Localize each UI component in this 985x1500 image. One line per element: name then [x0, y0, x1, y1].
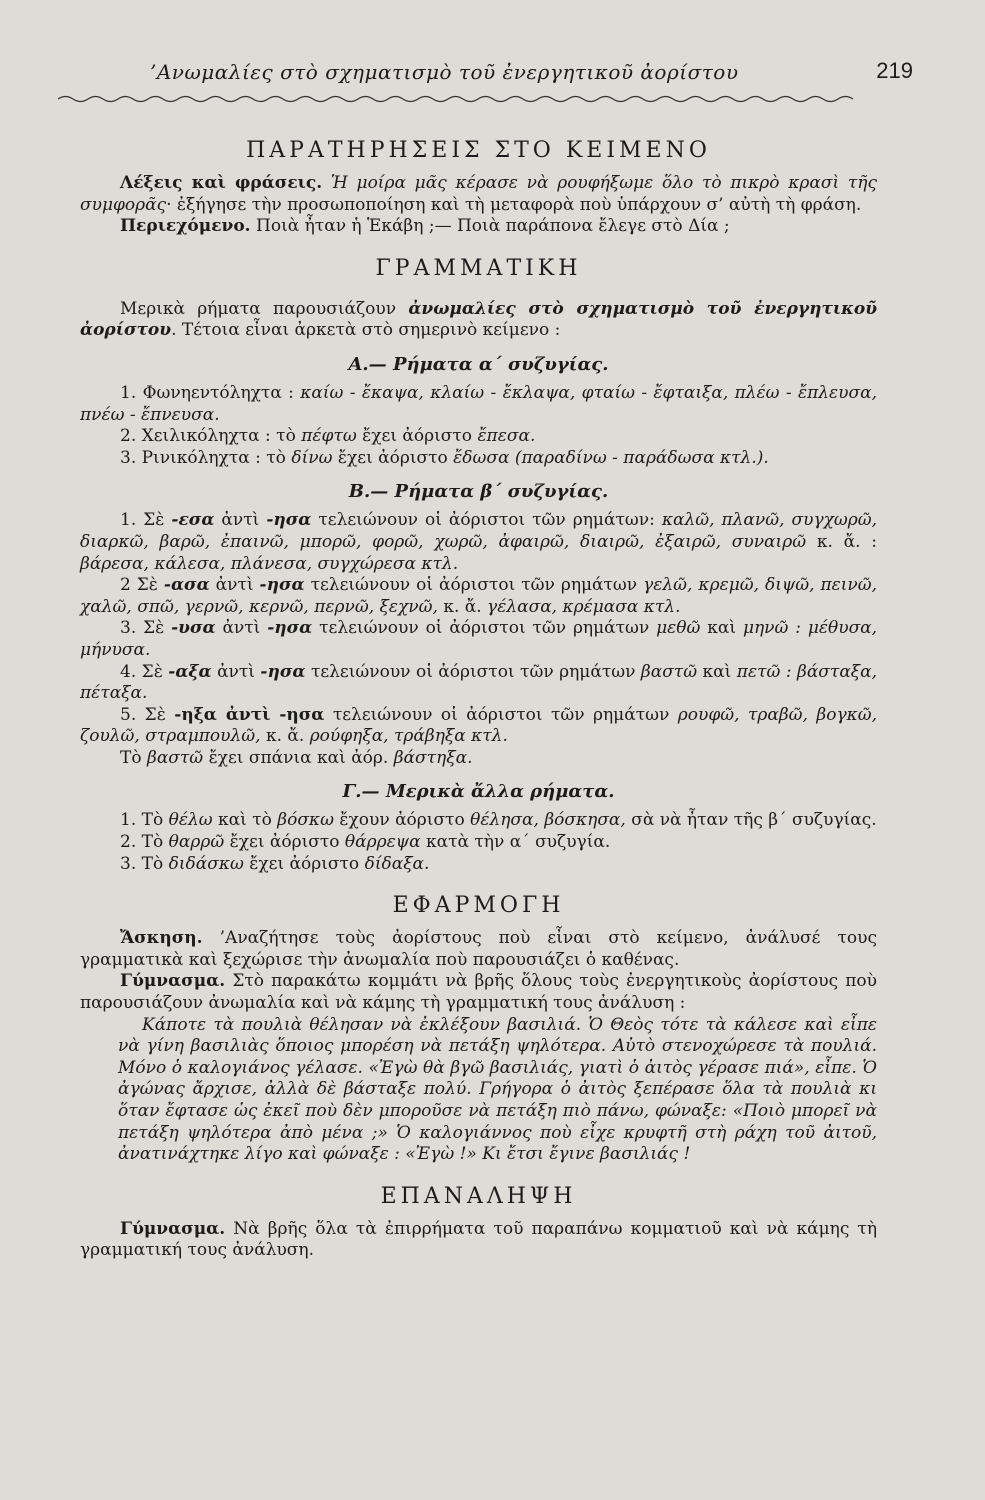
label-words-phrases: Λέξεις καὶ φράσεις. — [120, 173, 323, 193]
b3-verb-2: μηνῶ : μέθυσα, μήνυσα. — [80, 618, 878, 660]
a-item-1 — [80, 383, 877, 426]
b5-verbs: ρουφῶ, τραβῶ, βογκῶ, ζουλῶ, στραμπουλῶ, — [80, 704, 878, 747]
b1-label: 1. Σὲ — [120, 510, 165, 531]
c1-verb-2: βόσκω — [277, 810, 334, 831]
b4-text: τελειώνουν οἱ ἀόριστοι τῶν ρημάτων — [310, 661, 636, 682]
b2-instead: ἀντὶ — [215, 575, 254, 596]
heading-grammar: ΓΡΑΜΜΑΤΙΚΗ — [375, 255, 582, 281]
application-exercise — [80, 928, 877, 971]
c3-text: ἔχει ἀόριστο — [249, 853, 360, 874]
b3-verb-1: μεθῶ — [656, 618, 701, 639]
wavy-rule-ornament — [58, 94, 858, 104]
subheading-b: Β.— Ρήματα β΄ συζυγίας. — [348, 481, 609, 503]
b5-label: 5. Σὲ — [120, 704, 166, 725]
b3-ending-orig: -ησα — [267, 618, 313, 639]
b5-aorists: ρούφηξα, τράβηξα κτλ. — [309, 726, 508, 747]
heading-application: ΕΦΑΡΜΟΓΗ — [392, 893, 565, 919]
b-note — [80, 748, 877, 770]
subheading-c: Γ.— Μερικὰ ἄλλα ρήματα. — [342, 781, 615, 803]
label-content: Περιεχόμενο. — [120, 216, 251, 237]
intro-emphasis: ἀνωμαλίες στὸ σχηματισμὸ τοῦ ἐνεργητικοῦ ἀορίστου — [80, 298, 878, 341]
review-drill — [80, 1219, 877, 1262]
a3-label: 3. Ρινικόληχτα : τὸ — [120, 447, 286, 468]
b-note-the: Τὸ — [120, 747, 142, 768]
a3-text: ἔχει ἀόριστο — [337, 447, 448, 468]
b1-verbs: καλῶ, πλανῶ, συγχωρῶ, διαρκῶ, βαρῶ, ἐπαινῶ, μπορῶ, φορῶ, χωρῶ, ἀφαιρῶ, διαιρῶ, ἐξαιρῶ, συναιρῶ — [80, 510, 878, 552]
b-item-1 — [80, 510, 877, 575]
heading-review: ΕΠΑΝΑΛΗΨΗ — [380, 1183, 577, 1209]
b2-verbs: γελῶ, κρεμῶ, διψῶ, πεινῶ, χαλῶ, σπῶ, γερνῶ, κερνῶ, περνῶ, ξεχνῶ, — [80, 575, 878, 617]
intro-text-end: . Τέτοια εἶναι ἀρκετὰ στὸ σημερινὸ κείμενο : — [171, 320, 561, 341]
b4-label: 4. Σὲ — [120, 661, 163, 682]
b2-label: 2 Σὲ — [120, 575, 158, 596]
b2-aorists: γέλασα, κρέμασα κτλ. — [487, 596, 681, 617]
b-item-5 — [80, 705, 877, 748]
b4-and: καὶ — [702, 661, 732, 682]
b-item-3 — [80, 618, 877, 661]
c1-label: 1. Τὸ — [120, 810, 164, 831]
b5-endings: -ηξα ἀντὶ -ησα — [174, 704, 325, 725]
a3-verb: δίνω — [291, 447, 333, 468]
grammar-intro — [80, 299, 877, 342]
c3-verb: διδάσκω — [168, 853, 244, 874]
b-note-text: ἔχει σπάνια καὶ ἀόρ. — [208, 747, 389, 768]
b1-aorists: βάρεσα, κάλεσα, πλάνεσα, συγχώρεσα κτλ. — [80, 553, 459, 574]
c1-and: καὶ τὸ — [218, 810, 272, 831]
notes-content — [80, 216, 877, 238]
c2-aorist: θάρρεψα — [344, 832, 421, 853]
c1-aorists: θέλησα, βόσκησα, — [470, 810, 626, 831]
a2-verb: πέφτω — [301, 426, 357, 447]
passage-quote: Κάποτε τὰ πουλιὰ θέλησαν νὰ ἐκλέξουν βασιλιά. Ὁ Θεὸς τότε τὰ κάλεσε καὶ εἶπε νὰ γίνη βασιλιὰς ὅποιος μπορέση νὰ πετάξη ψηλότερα. Αὐτὸ στενοχώρεσε τὰ πουλιά. Μόνο ὁ καλογιάνος γέλασε. «Ἐγὼ θὰ βγῶ βασιλιάς, γιατὶ ὁ ἀιτὸς γέρασε πιά», εἶπε. Ὁ ἀγώνας ἄρχισε, ἀλλὰ δὲ βάσταξε πολύ. Γρήγορα ὁ ἀιτὸς ξεπέρασε ὅλα τὰ πουλιὰ κι ὅταν ἔφτασε ὡς ἐκεῖ ποὺ δὲν μποροῦσε νὰ πετάξη πιὸ πάνω, φώναξε: «Ποιὸ μπορεῖ νὰ πετάξη ψηλότερα ἀπὸ μένα ;» Ὁ καλογιάννος ποὺ εἶχε κρυφτῆ στὴ ράχη τοῦ ἀιτοῦ, ἀνατινάχτηκε λίγο καὶ φώναξε : «Ἐγὼ !» Κι ἔτσι ἔγινε βασιλιάς ! — [118, 1014, 877, 1165]
b1-text: τελειώνουν οἱ ἀόριστοι τῶν ρημάτων: — [318, 510, 655, 531]
c3-aorist: δίδαξα. — [364, 853, 430, 874]
b3-label: 3. Σὲ — [120, 618, 165, 639]
intro-text: Μερικὰ ρήματα παρουσιάζουν — [120, 298, 397, 319]
b4-instead: ἀντὶ — [217, 661, 255, 682]
b-note-aorist: βάστηξα. — [393, 747, 473, 768]
b3-and: καὶ — [707, 618, 737, 639]
b3-ending: -υσα — [171, 618, 216, 639]
heading-text-notes: ΠΑΡΑΤΗΡΗΣΕΙΣ ΣΤΟ ΚΕΙΜΕΝΟ — [246, 138, 711, 163]
a-item-2 — [80, 426, 877, 448]
c-item-3 — [80, 854, 877, 876]
page-number: 219 — [876, 58, 913, 83]
b2-etc: κ. ἄ. — [443, 596, 482, 617]
b1-etc: κ. ἄ. : — [816, 531, 877, 552]
b4-verb-2: πετῶ : βάσταξα, πέταξα. — [80, 661, 878, 704]
application-drill — [80, 971, 877, 1014]
exercise-text: ’Αναζήτησε τοὺς ἀορίστους ποὺ εἶναι στὸ κείμενο, ἀνάλυσέ τους γραμματικὰ καὶ ξεχώρισε τὴν ἀνωμαλία ποὺ παρουσιάζει ὁ καθένας. — [80, 928, 877, 970]
c3-label: 3. Τὸ — [120, 853, 164, 874]
b2-ending: -ασα — [163, 575, 210, 596]
drill-text: Στὸ παρακάτω κομμάτι νὰ βρῆς ὅλους τοὺς ἐνεργητικοὺς ἀορίστους ποὺ παρουσιάζουν ἀνωμαλία καὶ νὰ κάμης τὴ γραμματική τους ἀνάλυση : — [80, 971, 878, 1014]
a2-aorist: ἔπεσα. — [477, 426, 536, 447]
c2-text: ἔχει ἀόριστο — [229, 832, 340, 853]
c-item-1 — [80, 810, 877, 832]
running-title: ’Ανωμαλίες στὸ σχηματισμὸ τοῦ ἐνεργητικοῦ ἀορίστου — [150, 60, 739, 84]
c2-label: 2. Τὸ — [120, 832, 164, 853]
b2-ending-orig: -ησα — [259, 575, 305, 596]
b1-instead: ἀντὶ — [221, 510, 260, 531]
b2-text: τελειώνουν οἱ ἀόριστοι τῶν ρημάτων — [310, 575, 638, 596]
b4-ending-orig: -ησα — [260, 661, 306, 682]
label-review-drill: Γύμνασμα. — [120, 1218, 226, 1239]
a2-label: 2. Χειλικόληχτα : τὸ — [120, 426, 296, 447]
words-phrases-text: · ἐξήγησε τὴν προσωποποίηση καὶ τὴ μεταφορὰ ποὺ ὑπάρχουν σ’ αὐτὴ τὴ φράση. — [166, 194, 862, 215]
subheading-a: Α.— Ρήματα α΄ συζυγίας. — [348, 353, 609, 375]
label-drill: Γύμνασμα. — [120, 971, 226, 992]
c2-text-end: κατὰ τὴν α΄ συζυγία. — [425, 832, 611, 853]
b3-text: τελειώνουν οἱ ἀόριστοι τῶν ρημάτων — [319, 618, 650, 639]
review-drill-text: Νὰ βρῆς ὅλα τὰ ἐπιρρήματα τοῦ παραπάνω κομματιοῦ καὶ νὰ κάμης τὴ γραμματική τους ἀνάλυση. — [80, 1218, 878, 1261]
c1-text: ἔχουν ἀόριστο — [339, 810, 465, 831]
b4-verb-1: βαστῶ — [640, 661, 698, 682]
b-note-verb: βαστῶ — [146, 747, 204, 768]
b1-ending: -εσα — [171, 510, 215, 531]
running-header — [80, 58, 913, 90]
c1-text-end: σὰ νὰ ἦταν τῆς β΄ συζυγίας. — [631, 810, 877, 831]
a1-examples: καίω - ἔκαψα, κλαίω - ἔκλαψα, φταίω - ἔφταιξα, πλέω - ἔπλευσα, πνέω - ἔπνευσα. — [80, 382, 877, 425]
a-item-3 — [80, 448, 877, 470]
a2-text: ἔχει ἀόριστο — [362, 426, 473, 447]
b3-instead: ἀντὶ — [222, 618, 261, 639]
c2-verb: θαρρῶ — [168, 832, 225, 853]
notes-words-phrases — [80, 173, 877, 216]
b4-ending: -αξα — [168, 661, 212, 682]
content-text: Ποιὰ ἦταν ἡ Ἑκάβη ;— Ποιὰ παράπονα ἔλεγε στὸ Δία ; — [256, 216, 730, 237]
b-item-2 — [80, 575, 877, 618]
quoted-phrase: Ἡ μοίρα μᾶς κέρασε νὰ ρουφήξωμε ὅλο τὸ πικρὸ κρασὶ τῆς συμφορᾶς — [80, 173, 877, 215]
b5-text: τελειώνουν οἱ ἀόριστοι τῶν ρημάτων — [332, 704, 670, 725]
c1-verb-1: θέλω — [168, 810, 213, 831]
b-item-4 — [80, 662, 877, 705]
b5-etc: κ. ἄ. — [265, 726, 305, 747]
a1-label: 1. Φωνηεντόληχτα : — [120, 382, 294, 403]
b1-ending-orig: -ησα — [266, 510, 312, 531]
label-exercise: Ἄσκηση. — [120, 928, 203, 949]
a3-aorist: ἔδωσα (παραδίνω - παράδωσα κτλ.). — [453, 447, 769, 468]
c-item-2 — [80, 832, 877, 854]
